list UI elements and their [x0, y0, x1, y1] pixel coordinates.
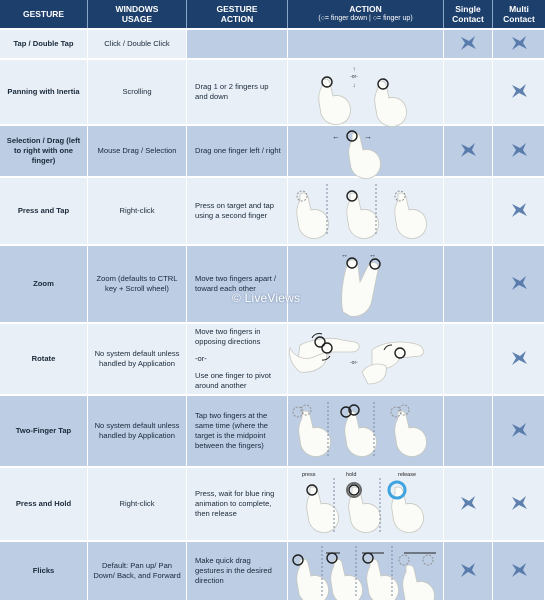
press-label: press [302, 472, 316, 478]
gesture-name: Panning with Inertia [0, 60, 88, 124]
windows-usage: Right-click [88, 178, 187, 244]
press-hold-illustration [302, 472, 424, 533]
multi-contact-star-icon [512, 496, 527, 510]
svg-text:←: ← [332, 132, 340, 141]
svg-text:↔: ↔ [341, 252, 348, 259]
pan-hands-illustration [319, 67, 407, 127]
release-label: release [398, 472, 417, 478]
gesture-action: Press on target and tap using a second finger [187, 178, 288, 244]
svg-text:→: → [364, 132, 372, 141]
gesture-action: Move two fingers apart / toward each other [187, 246, 288, 322]
watermark: © LiveViews [232, 291, 301, 305]
rotate-or-label: -or- [350, 360, 358, 366]
gesture-name: Press and Tap [0, 178, 88, 244]
svg-text:↔: ↔ [369, 252, 376, 259]
gesture-name: Two-Finger Tap [0, 396, 88, 466]
header-windows-usage: WINDOWS USAGE [88, 0, 187, 28]
header-multi-contact: Multi Contact [493, 0, 545, 28]
contact-stars [461, 36, 527, 577]
windows-usage: No system default unless handled by Application [88, 324, 187, 394]
multi-contact-star-icon [512, 563, 527, 577]
drag-hand-illustration [332, 131, 381, 179]
svg-text:-or-: -or- [350, 74, 358, 80]
gesture-action: Make quick drag gestures in the desired direction [187, 542, 288, 600]
windows-usage: No system default unless handled by Application [88, 396, 187, 466]
svg-text:↑: ↑ [352, 67, 356, 73]
multi-contact-star-icon [512, 276, 527, 290]
windows-usage: Default: Pan up/ Pan Down/ Back, and Forward [88, 542, 187, 600]
zoom-hand-illustration [341, 252, 380, 316]
windows-usage: Zoom (defaults to CTRL key + Scroll wheel) [88, 246, 187, 322]
gesture-name: Zoom [0, 246, 88, 322]
single-contact-star-icon [461, 143, 476, 157]
multi-contact-star-icon [512, 36, 527, 50]
two-finger-tap-illustration [293, 402, 427, 458]
gesture-name: Press and Hold [0, 468, 88, 540]
windows-usage: Right-click [88, 468, 187, 540]
gesture-action: Move two fingers in opposing directions -or- Use one finger to pivot around another [187, 324, 288, 394]
header-gesture-action: GESTURE ACTION [187, 0, 288, 28]
header-gesture: GESTURE [0, 0, 88, 28]
svg-text:↓: ↓ [352, 83, 356, 89]
gesture-name: Tap / Double Tap [0, 30, 88, 58]
header-single-contact: Single Contact [444, 0, 493, 28]
windows-usage: Mouse Drag / Selection [88, 126, 187, 176]
gesture-action: Drag 1 or 2 fingers up and down [187, 60, 288, 124]
gesture-name: Flicks [0, 542, 88, 600]
gesture-name: Selection / Drag (left to right with one finger) [0, 126, 88, 176]
windows-usage: Click / Double Click [88, 30, 187, 58]
rotate-hand-illustration [289, 333, 423, 384]
single-contact-star-icon [461, 36, 476, 50]
action-legend: (○= finger down | ○= finger up) [318, 15, 413, 22]
windows-usage: Scrolling [88, 60, 187, 124]
multi-contact-star-icon [512, 143, 527, 157]
single-contact-star-icon [461, 496, 476, 510]
header-action: ACTION (○= finger down | ○= finger up) [288, 0, 444, 28]
gesture-action: Press, wait for blue ring animation to complete, then release [187, 468, 288, 540]
multi-contact-star-icon [512, 423, 527, 437]
multi-contact-star-icon [512, 84, 527, 98]
press-tap-illustration [297, 184, 427, 239]
multi-contact-star-icon [512, 203, 527, 217]
gesture-action: Drag one finger left / right [187, 126, 288, 176]
hold-label: hold [346, 472, 357, 478]
multi-contact-star-icon [512, 351, 527, 365]
gesture-name: Rotate [0, 324, 88, 394]
gesture-action: Tap two fingers at the same time (where the target is the midpoint between the fingers) [187, 396, 288, 466]
single-contact-star-icon [461, 563, 476, 577]
flick-illustration [293, 546, 436, 600]
